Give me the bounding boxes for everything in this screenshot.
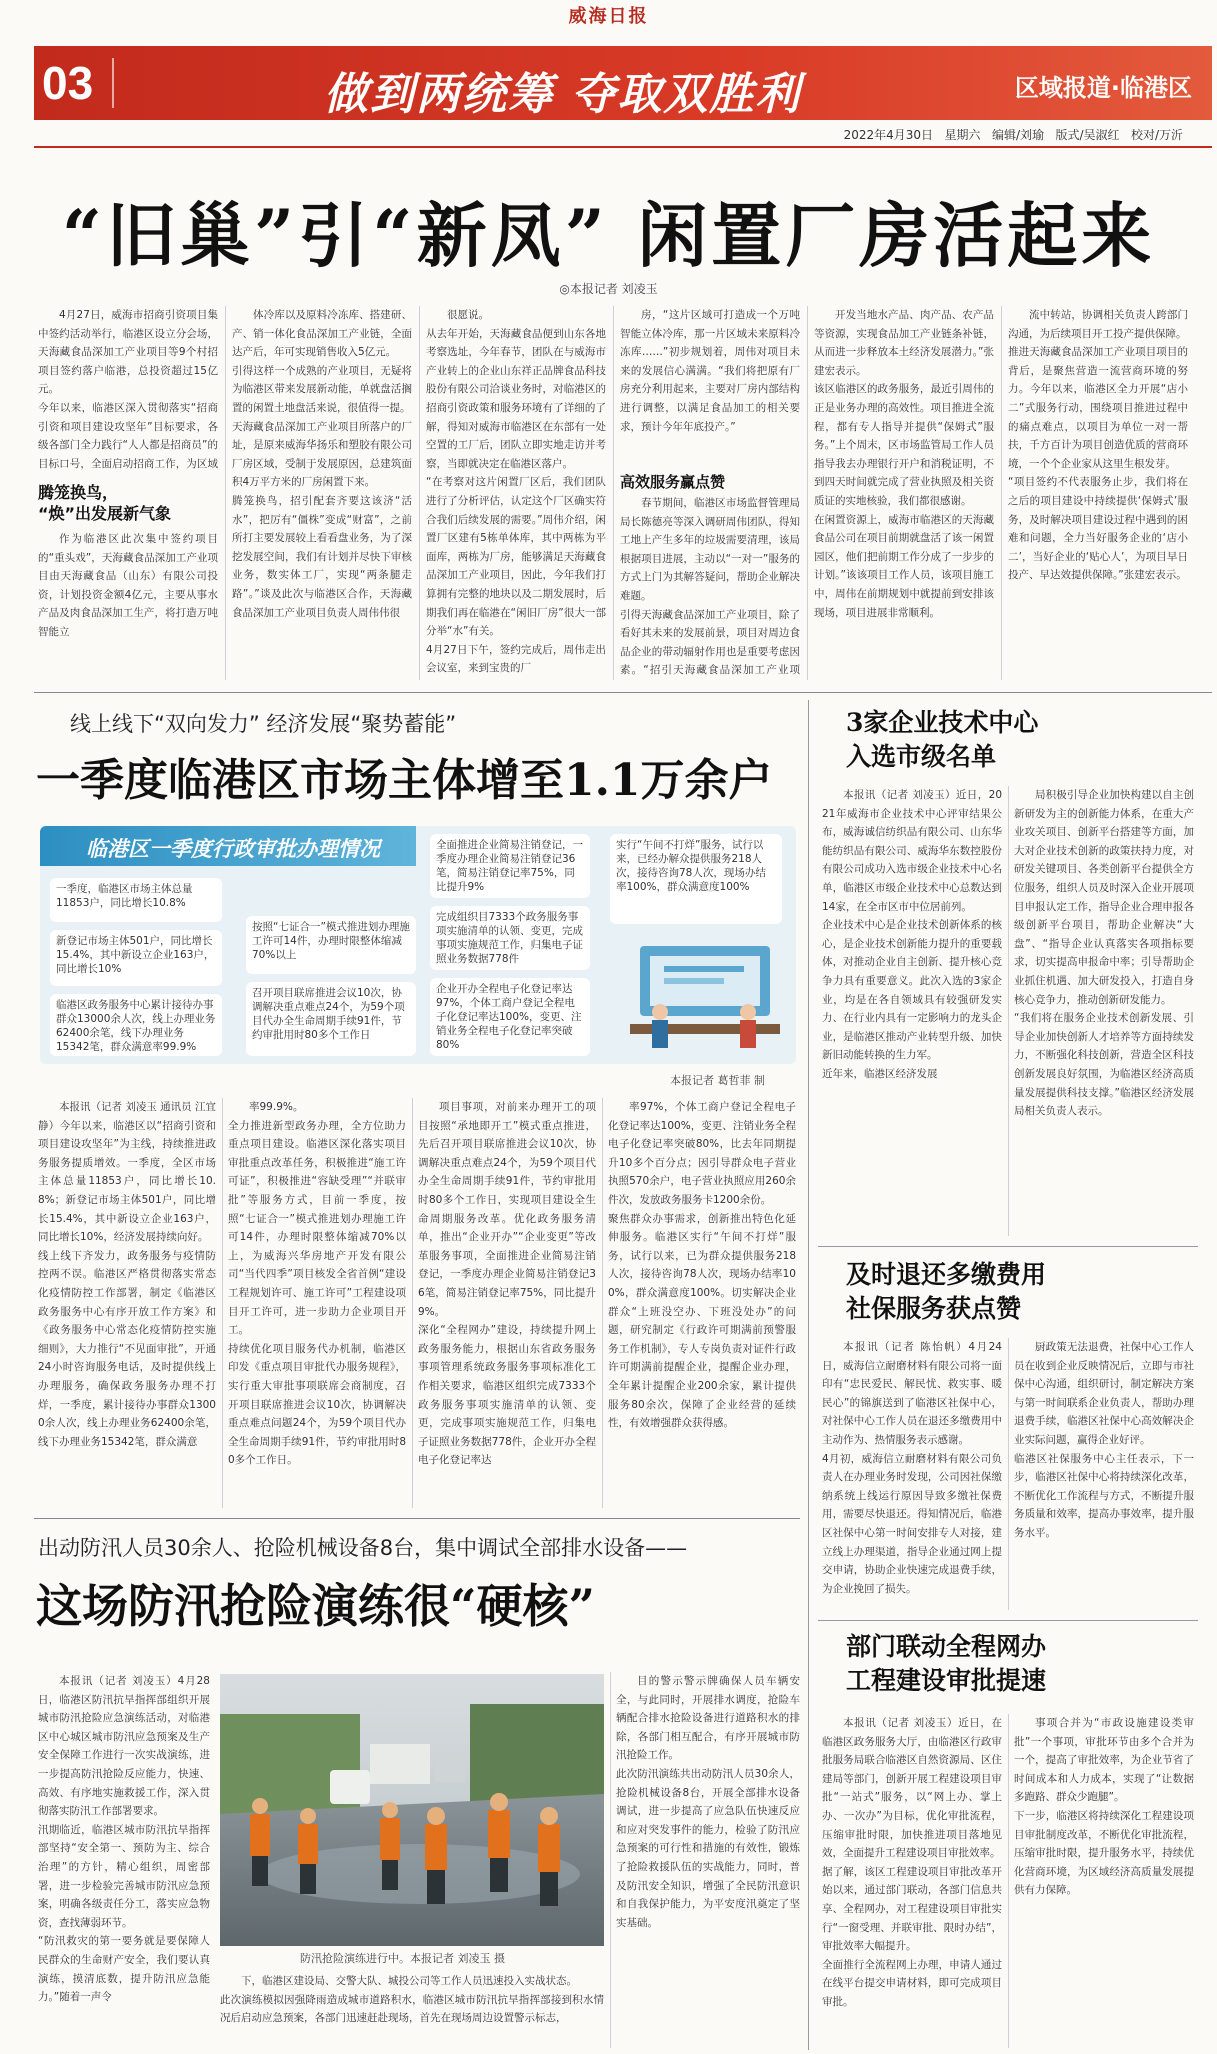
article-column: 体冷库以及原料冷冻库、搭建研、产、销一体化食品深加工产业链，全面达产后，年可实现销售收入5亿元。 引得这样一个成熟的产业项目，无疑将为临港区带来发展新动能，单就盘活搁置的闲置土地盘活来说，很值得一提。 天海藏食品深加工产业项目所落户的厂址，是原来威海华扬乐和塑胶有限公司厂房区域，受制于发展原因，总建筑面积4万平方米的厂房闲置下来。 腾笼换鸟，招引配套齐要这该济“活水”，把厉有“僵株”变成“财富”，之前所打主要发展较上看看盘业务，为了深挖发展空间，我们有计划并尽快下审核业务，数实体工厂，实现“两条腿走路”。”谈及此次与临港区合作，天海藏食品深加工产业项目负责人周伟伟很 — [232, 309, 412, 619]
office-illustration — [620, 932, 790, 1056]
article-column: 项目事项，对前来办理开工的项目按照“承地即开工”模式重点推进，先后召开项目联席推进会议10次，协调解决重点难点24个，为59个项目代办全生命周期手续91件，节约审批用时80多个工作日，实现项目建设全生命周期服务改革。优化政务服务清单，推出“企业开办”“企业变更”等改革服务事项，全面推进企业简易注销登记，一季度办理企业简易注销登记36笔，简易注销登记率75%，同比提升9%。 深化“全程网办”建设，持续提升网上政务服务能力，根据山东省政务服务事项管理系统政务服务事项标准化工作相关要求，临港区组织完成7333个政务服务事项实施清单的认领、变更，完成事项实施规范工作，归集电子证照业务数据778件，企业开办全程电子化登记率达 — [418, 1101, 596, 1467]
infographic-title: 临港区一季度行政审批办理情况 — [86, 837, 380, 861]
article-column: 本报讯（记者 刘凌玉）近日，在临港区政务服务大厅，由临港区行政审批服务局联合临港区自然资源局、区住建局等部门，创新开展工程建设项目审批“一站式”服务，以“网上办、掌上办、一次办”为目标，优化审批流程，压缩审批时限，加快推进项目落地见效，全面提升工程建设项目审批效率。 据了解，该区工程建设项目审批改革开始以来，通过部门联动，各部门信息共享、全程网办，对工程建设项目审批实行“一窗受理、并联审批、限时办结”，审批效率大幅提升。 全面推行全流程网上办理，申请人通过在线平台提交申请材料，即可完成项目审批。 — [822, 1717, 1002, 2008]
article-column: 开发当地水产品、肉产品、农产品等资源，实现食品加工产业链条补链，从而进一步释放本土经济发展潜力。”张建宏表示。 该区临港区的政务服务，最近引周伟的正是业务办理的高效性。项目推进全流程，都有专人指导并提供“保姆式”服务。”上个周末，区市场监管局工作人员指导我去办理银行开户和消税证明，不到四天时间就完成了营业执照及相关资质证的实地核验，我们都很感谢。 在闲置资源上，威海市临港区的天海藏食品公司在项目前期就盘活了该一闲置园区，他们把前期工作分成了一步步的计划。”该该项目工作人员，该项目施工中，周伟在前期规划中就提前到安排该现场，项目进展非常顺利。 — [814, 309, 994, 619]
infographic — [40, 826, 796, 1064]
article-column: 本报讯（记者 刘凌玉）近日，2021年威海市企业技术中心评审结果公布，威海诚信纺织品有限公司、山东华能纺织品有限公司、威海华东数控股份有限公司成功入选市级企业技术中心名单，临港区市级企业技术中心总数达到14家，在全市区市中位居前列。 企业技术中心是企业技术创新体系的核心，是企业技术创新能力提升的重要载体，对推动企业自主创新、提升核心竞争力具有重要意义。此次入选的3家企业，均是在各自领域具有较强研发实力、在行业内具有一定影响力的龙头企业，是临港区推动产业转型升级、加快新旧动能转换的生力军。 近年来，临港区经济发展 — [822, 789, 1002, 1080]
article-headline: 这场防汛抢险演练很“硬核” — [36, 1579, 595, 1633]
article-column: 厨政策无法退费，社保中心工作人员在收到企业反映情况后，立即与市社保中心沟通，组织研讨，制定解决方案与第一时间联系企业负责人，帮助办理退费手续，临港区社保中心高效解决企业实际问题，赢得企业好评。 临港区社保服务中心主任表示，下一步，临港区社保中心将持续深化改革，不断优化工作流程与方式，不断提升服务质量和效率，提高办事效率，提升服务水平。 — [1014, 1341, 1194, 1539]
paper-masthead: 威海日报 — [568, 6, 649, 27]
article-column: 作为临港区此次集中签约项目的“重头戏”，天海藏食品深加工产业项目由天海藏食品（山东）有限公司投资，计划投资金额4亿元，主要从事水产品及肉食品深加工生产，将打造万吨智能立 — [38, 533, 218, 638]
article-kicker: 出动防汛人员30余人、抢险机械设备8台，集中调试全部排水设备—— — [38, 1536, 688, 1560]
article-column: 房，“这片区域可打造成一个万吨智能立体冷库，那一片区域未来原料冷冻库……”初步规划着，周伟对项目未来的发展信心满满。“我们将把原有厂房充分利用起来，主要对厂房内部结构进行调整，以满足食品加工的相关要求，预计今年年底投产。” — [620, 309, 800, 433]
section-banner — [34, 46, 1212, 120]
article-headline: 一季度临港区市场主体增至1.1万余户 — [36, 755, 773, 806]
article-kicker: 线上线下“双向发力” 经济发展“聚势蓄能” — [70, 712, 457, 736]
infographic-credit: 本报记者 葛哲菲 制 — [670, 1074, 765, 1087]
stat-card: 召开项目联席推进会议10次，协调解决重点难点24个，为59个项目代办全生命周期手续91件，节约审批用时80多个工作日 — [246, 982, 416, 1056]
article-column: 4月27日，威海市招商引资项目集中签约活动举行，临港区设立分会场，天海藏食品深加工产业项目等9个村招项目签约落户临港，总投资超过15亿元。 今年以来，临港区深入贯彻落实“招商引资和项目建设攻坚年”目标要求，各级各部门全力践行“人人都是招商员”的目标口号，全面启动招商工作，为区域 — [38, 309, 218, 470]
article-column: 事项合并为“市政设施建设类审批”一个事项，审批环节由多个合并为一个，提高了审批效率，为企业节省了时间成本和人力成本，实现了“让数据多跑路、群众少跑腿”。 下一步，临港区将持续深化工程建设项目审批制度改革，不断优化审批流程，压缩审批时限，提升服务水平，持续优化营商环境，为区域经济高质量发展提供有力保障。 — [1014, 1717, 1194, 1897]
designer-credit: 版式/吴淑红 — [1055, 128, 1120, 142]
article-headline: “旧巢”引“新凤” 闲置厂房活起来 — [61, 194, 1156, 277]
stat-card: 完成组织目7333个政务服务事项实施清单的认领、变更，完成事项实施规范工作，归集电子证照业务数据778件 — [430, 906, 590, 970]
article-column: 流中转站，协调相关负责人跨部门沟通，为后续项目开工投产提供保障。 推进天海藏食品深加工产业项目项目的背后，是聚焦营造一流营商环境的努力。今年以来，临港区全力开展“店小二”式服务行动，围绕项目推进过程中的痛点难点，以项目为单位一对一帮扶，千方百计为项目创造优质的营商环境，一个个企业家从这里生根发芽。 “项目签约不代表服务止步，我们将在之后的项目建设中持续提供‘保姆式’服务，及时解决项目建设过程中遇到的困难和问题，全力当好服务企业的‘店小二’，当好企业的‘贴心人’，为项目早日投产、早达效提供保障。”张建宏表示。 — [1008, 309, 1188, 582]
article-byline: ◎本报记者 刘凌玉 — [559, 282, 658, 296]
article-column: 很愿说。 从去年开始，天海藏食品便到山东各地考察选址，今年春节，团队在与威海市产业转上的企业山东祥正品牌食品科技股份有限公司洽谈业务时，对临港区的招商引资政策和服务环境有了详细的了解，得知对威海市临港区在东部有一处空置的工厂后，团队立即实地走访并考察，当即就决定在临港区落户。 “在考察对这片闲置厂区后，我们团队进行了分析评估，认定这个厂区确实符合我们后续发展的需要。”周伟介绍，闲置厂区建有5栋单体库，其中两栋为平面库，两栋为厂房，能够满足天海藏食品深加工产业项目，因此，今年我们打算拥有完整的地块以及二期发展时，后期我们再在临港在“闲旧厂房”很大一部分举“水”有关。 4月27日下午，签约完成后，周伟走出会议室，来到宝贵的厂 — [426, 309, 606, 675]
stat-card: 实行“午间不打烊”服务，试行以来，已经办解众提供服务218人次，接待咨询78人次，现场办结率100%，群众满意度100% — [610, 834, 782, 924]
article-column: 本报讯（记者 刘凌玉）4月28日，临港区防汛抗旱指挥部组织开展城市防汛抢险应急演练活动，对临港区中心城区城市防汛应急预案及生产安全保障工作进行一次实战演练，进一步提高防汛抢险反应能力，快速、高效、有序地实施救援工作，深入贯彻落实防汛工作部署要求。 汛期临近，临港区城市防汛抗旱指挥部坚持“安全第一、预防为主、综合治理”的方针，精心组织，周密部署，进一步检验完善城市防汛应急预案，明确各级责任分工，落实应急物资，查找薄弱环节。 “防汛救灾的第一要务就是要保障人民群众的生命财产安全，我们要认真演练，摸清底数，提升防汛应急能力。”随着一声令 — [38, 1675, 210, 2004]
issue-date: 2022年4月30日 — [843, 128, 934, 142]
photo-caption: 防汛抢险演练进行中。本报记者 刘凌玉 摄 — [300, 1952, 505, 1965]
article-column: 本报讯（记者 刘凌玉 通讯员 江宜静）今年以来，临港区以“招商引资和项目建设攻坚年”为主线，持续推进政务服务提质增效。一季度，全区市场主体总量11853户，同比增长10.8%；新登记市场主体501户，同比增长15.4%，其中新设立企业163户，同比增长10%，经济发展持续向好。 线上线下齐发力，政务服务与疫情防控两不误。临港区严格贯彻落实常态化疫情防控工作部署，制定《临港区政务服务中心有序开放工作方案》和《政务服务中心常态化疫情防控实施细则》，大力推行“不见面审批”，开通24小时咨询服务电话，及时提供线上办理服务，确保政务服务办理不打烊，一季度，累计接待办事群众13000余人次，线上办理业务62400余笔，线下办理业务15342笔，群众满意 — [38, 1101, 216, 1448]
article-column: 率99.9%。 全力推进新型政务办理，全方位助力重点项目建设。临港区深化落实项目审批重点改革任务，积极推进“施工许可证”，积极推进“容缺受理”“并联审批”等服务方式，目前一季度，按照“七证合一”模式推进划办理施工许可14件，办理时限整体缩减70%以上，为威海兴华房地产开发有限公司“当代四季”项目核发全省首例“建设工程规划许可、施工许可”工程建设项目开工许可，进一步助力企业项目开工。 持续优化项目服务代办机制，临港区印发《重点项目审批代办服务规程》，实行重大审批事项联席会商制度，召开项目联席推进会议10次，协调解决重点难点问题24个，为59个项目代办全生命周期手续91件，节约审批用时80多个工作日。 — [228, 1101, 406, 1467]
stat-card: 一季度，临港区市场主体总量11853户，同比增长10.8% — [50, 878, 222, 922]
banner-slogan: 做到两统筹 夺取双胜利 — [324, 69, 802, 120]
section-name: 区域报道·临港区 — [1014, 74, 1192, 102]
article-subheading: 腾笼换鸟， “焕”出发展新气象 — [38, 483, 172, 523]
article-column: 目的警示警示牌确保人员车辆安全，与此同时，开展排水调度，抢险车辆配合排水抢险设备进行道路积水的排除，各部门相互配合，有序开展城市防汛抢险工作。 此次防汛演练共出动防汛人员30余人，抢险机械设备8台，开展全部排水设备调试，进一步提高了应急队伍快速反应和应对突发事件的能力，检验了防汛应急预案的可行性和措施的有效性，锻炼了抢险救援队伍的实战能力，同时，普及防汛安全知识，增强了全民防汛意识和自我保护能力，为平安度汛奠定了坚实基础。 — [616, 1675, 800, 1929]
article-subheading: 高效服务赢点赞 — [620, 473, 726, 491]
article-column: 局积极引导企业加快构建以自主创新研发为主的创新能力体系，在重大产业攻关项目、创新平台搭建等方面，加大对企业技术创新的政策扶持力度，对研发关键项目、各类创新平台提供全方位服务，组织人员及时深入企业开展项目申报认定工作，指导企业合理申报各级创新平台项目，帮助企业解决“大盘”、“指导企业认真落实各项指标要求，切实提高申报命中率；引导帮助企业抓住机遇、加大研发投入，打造自身核心竞争力，推动创新研发能力。 “我们将在服务企业技术创新发展、引导企业加快创新人才培养等方面持续发力，不断强化科技创新，营造全区科技创新发展良好氛围，为临港区经济高质量发展提供科技支撑。”临港区经济发展局相关负责人表示。 — [1014, 789, 1194, 1118]
article-column: 率97%，个体工商户登记全程电子化登记率达100%，变更、注销业务全程电子化登记率突破80%，比去年同期提升10多个百分点；因引导群众电子营业执照570余户，电子营业执照应用260余件次，发放政务服务卡1200余份。 聚焦群众办事需求，创新推出特色化延伸服务。临港区实行“午间不打烊”服务，试行以来，已为群众提供服务218人次，接待咨询78人次，现场办结率100%，群众满意度100%。切实解决企业群众“上班没空办、下班没处办”的问题，研究制定《行政许可期满前预警服务工作机制》，专人专岗负责对证件行政许可期满前提醒企业，提醒企业办理，全年累计提醒企业200余家，累计提供服务80余次，保障了企业经营的延续性，有效增强群众获得感。 — [608, 1101, 796, 1430]
stat-card: 全面推进企业简易注销登记，一季度办理企业简易注销登记36笔，简易注销登记率75%，同比提升9% — [430, 834, 590, 898]
stat-card: 按照“七证合一”模式推进划办理施工许可14件，办理时限整体缩减70%以上 — [246, 916, 416, 974]
stat-card: 企业开办全程电子化登记率达97%，个体工商户登记全程电子化登记率达100%，变更、注销业务全程电子化登记率突破80% — [430, 978, 590, 1056]
proofreader-credit: 校对/万沂 — [1130, 128, 1183, 142]
stat-card: 临港区政务服务中心累计接待办事群众13000余人次，线上办理业务62400余笔，线下办理业务15342笔，群众满意率99.9% — [50, 994, 222, 1056]
stat-card: 新登记市场主体501户，同比增长15.4%，其中新设立企业163户，同比增长10% — [50, 930, 222, 986]
issue-weekday: 星期六 — [944, 128, 981, 142]
article-column: 本报讯（记者 陈怡帆）4月24日，威海信立耐磨材料有限公司将一面印有“忠民爱民、解民忧、救实事、暖民心”的锦旗送到了临港区社保中心，对社保中心工作人员在退还多缴费用中主动作为、热情服务表示感谢。 4月初，威海信立耐磨材料有限公司负责人在办理业务时发现，公司因社保缴纳系统上线运行原因导致多缴社保费用，需要尽快退还。得知情况后，临港区社保中心第一时间安排专人对接，建立线上办理渠道，指导企业通过网上提交申请，协助企业快速完成退费手续，为企业挽回了损失。 — [822, 1341, 1002, 1595]
article-column: 下，临港区建设局、交警大队、城投公司等工作人员迅速投入实战状态。 此次演练模拟因强降雨造成城市道路积水，临港区城市防汛抗旱指挥部接到积水情况后启动应急预案，各部门迅速赶赴现场，首先在现场周边设置警示标志， — [220, 1975, 604, 2025]
flood-drill-photo — [220, 1674, 604, 1946]
article-headline: 3家企业技术中心 入选市级名单 — [846, 708, 1039, 771]
article-column: 春节期间，临港区市场监督管理局局长陈德亮等深入调研周伟团队，得知工地上产生多年的垃圾需要清理，该局根据项目进展，主动以“一对一”服务的方式上门为其解答疑问，帮助企业解决难题。 引得天海藏食品深加工产业项目，除了看好其未来的发展前景，项目对周边食品企业的带动辐射作用也是重要考虑因素。“招引天海藏食品深加工产业项 — [620, 497, 800, 677]
dateline — [844, 126, 1183, 143]
page-number: 03 — [42, 57, 94, 109]
editor-credit: 编辑/刘瑜 — [991, 128, 1044, 142]
article-headline: 部门联动全程网办 工程建设审批提速 — [846, 1632, 1047, 1695]
article-headline: 及时退还多缴费用 社保服务获点赞 — [846, 1260, 1047, 1323]
